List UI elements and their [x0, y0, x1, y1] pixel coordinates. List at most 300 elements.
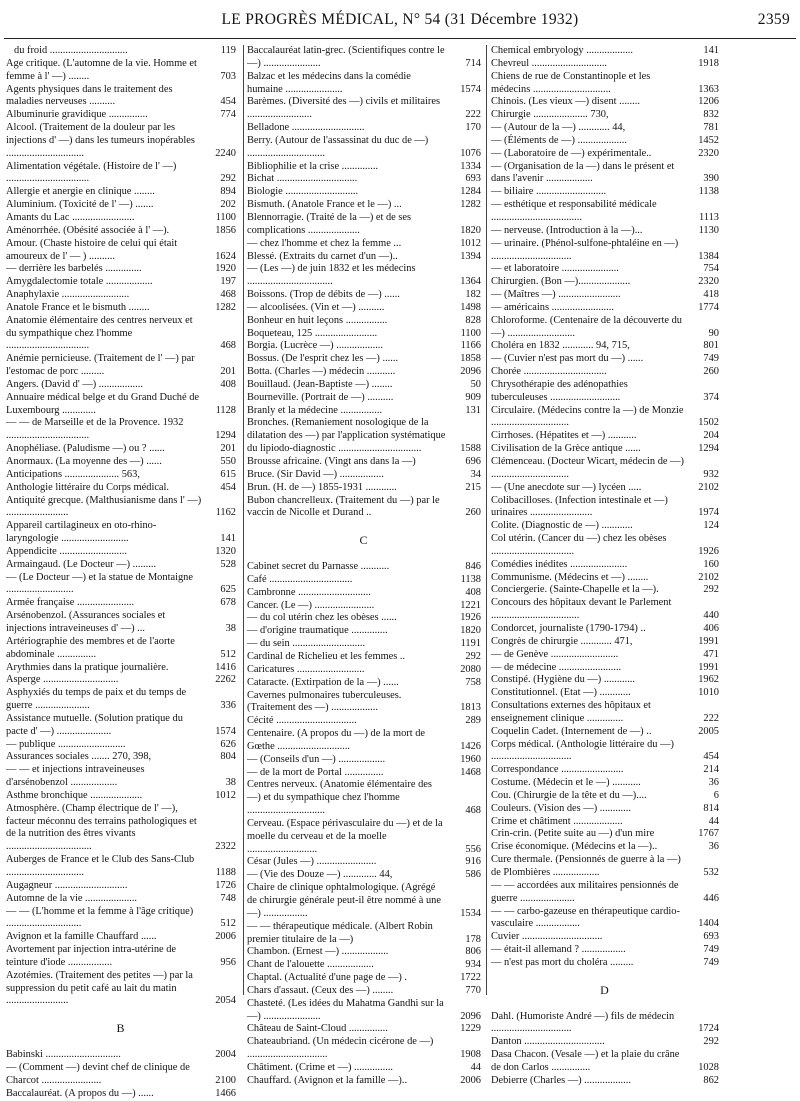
entry-term: Crime et châtiment ...................: [491, 815, 623, 827]
entry-term: Constipé. (Hygiène du —) ............: [491, 674, 636, 686]
entry-page-ref: 1394: [460, 250, 481, 262]
index-entry: [491, 584, 719, 597]
index-entry: [247, 972, 481, 985]
entry-term: Colite. (Diagnostic de —) ............: [491, 520, 633, 532]
index-entry: [491, 1036, 719, 1049]
index-entry: [491, 58, 719, 71]
entry-term: Babinski .............................: [6, 1049, 121, 1061]
entry-term: Conciergerie. (Sainte-Chapelle et la —).: [491, 584, 659, 596]
entry-page-ref: 44: [708, 815, 719, 827]
entry-term: Berry. (Autour de l'assassinat du duc de —) ..............................: [247, 134, 429, 159]
index-entry: [247, 135, 481, 161]
entry-page-ref: 90: [708, 327, 719, 339]
index-entry: [247, 161, 481, 174]
entry-page-ref: 1384: [698, 250, 719, 262]
entry-page-ref: 141: [220, 533, 236, 545]
entry-term: Dahl. (Humoriste André —) fils de médecin ...............................: [491, 1010, 675, 1035]
entry-term: Chorée ................................: [491, 366, 607, 378]
index-entry: [6, 186, 236, 199]
entry-page-ref: 703: [220, 70, 236, 82]
index-entry: [247, 495, 481, 521]
entry-page-ref: 774: [220, 109, 236, 121]
entry-page-ref: 1452: [698, 134, 719, 146]
entry-term: Crise économique. (Médecins et la —)..: [491, 841, 658, 853]
index-entry: [6, 944, 236, 970]
index-entry: [491, 777, 719, 790]
entry-page-ref: 1188: [215, 867, 236, 878]
entry-term: — — (L'homme et la femme à l'âge critique) .............................: [6, 905, 194, 930]
entry-term: Bonheur en huit leçons ................: [247, 314, 388, 326]
index-entry: [6, 1062, 236, 1088]
index-entry: [491, 45, 719, 58]
index-entry: [491, 430, 719, 443]
entry-term: Anaphylaxie ..........................: [6, 289, 130, 301]
index-entry: [247, 1023, 481, 1036]
index-entry: [6, 469, 236, 482]
index-entry: [6, 970, 236, 1009]
entry-term: — américains ........................: [491, 301, 614, 313]
index-entry: [491, 443, 719, 456]
entry-page-ref: 201: [220, 443, 236, 455]
entry-term: — publique ..........................: [6, 738, 126, 750]
entry-page-ref: 1534: [460, 907, 481, 919]
entry-page-ref: 141: [703, 45, 719, 56]
entry-term: Appareil cartilagineux en oto-rhino-laryngologie ..........................: [6, 520, 157, 545]
entry-page-ref: 201: [220, 366, 236, 378]
entry-term: Balzac et les médecins dans la comédie humaine ......................: [247, 70, 411, 95]
entry-page-ref: 1813: [460, 702, 481, 714]
entry-page-ref: 468: [465, 805, 481, 817]
entry-term: — — carbo-gazeuse en thérapeutique cardio-vasculaire .................: [491, 905, 680, 930]
entry-term: Caricatures ..........................: [247, 663, 365, 675]
entry-term: Chrysothérapie des adénopathies tuberculeuses ...........................: [491, 378, 628, 403]
entry-page-ref: 2322: [215, 841, 236, 853]
index-entry: [491, 238, 719, 264]
entry-page-ref: 894: [220, 186, 236, 198]
entry-page-ref: 124: [703, 520, 719, 532]
index-entry: [491, 790, 719, 803]
index-entry: [491, 649, 719, 662]
entry-page-ref: 1138: [460, 573, 481, 585]
entry-term: Bubon chancrelleux. (Traitement du —) par le vaccin de Nicolle et Durand ..: [247, 494, 440, 519]
entry-term: Châtiment. (Crime et —) ...............: [247, 1061, 394, 1073]
entry-term: Annuaire médical belge et du Grand Duché de Luxembourg .............: [6, 391, 200, 416]
entry-page-ref: 1856: [215, 224, 236, 236]
entry-term: Asphyxiés du temps de paix et du temps de guerre .....................: [6, 687, 187, 712]
entry-page-ref: 550: [220, 456, 236, 467]
index-entry: [6, 803, 236, 854]
index-entry: [247, 482, 481, 495]
entry-term: Antiquité grecque. (Malthusianisme dans l' —) ........................: [6, 494, 202, 519]
index-entry: [247, 405, 481, 418]
entry-page-ref: 1588: [460, 443, 481, 455]
entry-page-ref: 528: [220, 558, 236, 570]
entry-term: Crin-crin. (Petite suite au —) d'un mire: [491, 828, 655, 840]
entry-term: — urinaire. (Phénol-sulfone-phtaléine en —) ...............................: [491, 237, 679, 262]
entry-page-ref: 1076: [460, 147, 481, 159]
index-entry: [247, 340, 481, 353]
index-entry: [491, 340, 719, 353]
entry-page-ref: 909: [465, 391, 481, 403]
index-entry: [6, 58, 236, 84]
entry-page-ref: 1138: [698, 186, 719, 198]
entry-page-ref: 418: [703, 289, 719, 301]
entry-term: Anatomie élémentaire des centres nerveux et du sympathique chez l'homme ................................: [6, 314, 193, 352]
entry-term: Condorcet, journaliste (1790-1794) ..: [491, 622, 646, 634]
entry-term: — (Le Docteur —) et la statue de Montaigne ..........................: [6, 571, 193, 596]
index-entry: [491, 931, 719, 944]
index-entry: [6, 662, 236, 675]
entry-term: Chirurgien. (Bon —)....................: [491, 276, 631, 288]
index-entry: [6, 854, 236, 880]
index-entry: [247, 173, 481, 186]
entry-term: Col utérin. (Cancer du —) chez les obèses ................................: [491, 533, 667, 557]
index-entry: [491, 263, 719, 276]
index-entry: [491, 482, 719, 495]
entry-page-ref: 586: [465, 869, 481, 881]
index-entry: [6, 597, 236, 610]
index-entry: [247, 690, 481, 716]
entry-page-ref: 862: [703, 1074, 719, 1086]
index-entry: [247, 251, 481, 264]
entry-page-ref: 214: [703, 764, 719, 776]
entry-page-ref: 828: [465, 314, 481, 326]
entry-page-ref: 1012: [215, 789, 236, 801]
entry-term: Arythmies dans la pratique journalière.: [6, 661, 169, 673]
index-entry: [247, 715, 481, 728]
index-entry: [6, 1088, 236, 1101]
entry-page-ref: 1166: [460, 340, 481, 352]
index-entry: [491, 674, 719, 687]
entry-term: Avortement par injection intra-utérine de teinture d'iode .................: [6, 944, 177, 968]
entry-term: Chauffard. (Avignon et la famille —)..: [247, 1074, 408, 1086]
index-entry: [247, 612, 481, 625]
entry-page-ref: 1100: [215, 211, 236, 223]
entry-term: — du col utérin chez les obèses ......: [247, 612, 397, 624]
index-entry: [6, 880, 236, 893]
entry-page-ref: 2320: [698, 276, 719, 288]
index-entry: [491, 289, 719, 302]
entry-page-ref: 1284: [460, 186, 481, 198]
index-entry: [6, 392, 236, 418]
entry-term: Appendicite ..........................: [6, 545, 127, 557]
index-entry: [491, 944, 719, 957]
entry-term: — (Comment —) devint chef de clinique de Charcot .......................: [6, 1061, 190, 1086]
entry-term: — d'origine traumatique ..............: [247, 625, 388, 637]
entry-page-ref: 1722: [460, 972, 481, 984]
entry-page-ref: 222: [703, 712, 719, 724]
entry-term: — — de Marseille et de la Provence. 1932 ................................: [6, 417, 184, 442]
index-entry: [247, 869, 481, 882]
index-entry: [6, 443, 236, 456]
entry-page-ref: 38: [225, 622, 236, 634]
entry-term: Barèmes. (Diversité des —) civils et militaires .........................: [247, 96, 441, 121]
entry-term: Concours des hôpitaux devant le Parlement ..................................: [491, 597, 672, 622]
entry-term: — esthétique et responsabilité médicale ...................................: [491, 199, 657, 223]
entry-page-ref: 693: [703, 931, 719, 943]
entry-page-ref: 1918: [698, 57, 719, 69]
entry-page-ref: 197: [220, 276, 236, 288]
index-entry: [491, 122, 719, 135]
index-entry: [491, 96, 719, 109]
index-entry: [6, 302, 236, 315]
section-letter: C: [359, 533, 369, 548]
entry-term: Cambronne ............................: [247, 586, 371, 598]
entry-page-ref: 222: [465, 109, 481, 121]
entry-page-ref: 754: [703, 263, 719, 275]
index-entry: [491, 199, 719, 225]
index-entry: [6, 417, 236, 443]
entry-page-ref: 131: [465, 404, 481, 416]
index-entry: [6, 379, 236, 392]
entry-term: — biliaire ...........................: [491, 186, 607, 198]
entry-term: — alcoolisées. (Vin et —) ..........: [247, 301, 385, 313]
entry-term: Amygdalectomie totale ..................: [6, 276, 153, 288]
entry-term: Anémie pernicieuse. (Traitement de l' —) par l'estomac de porc .........: [6, 353, 195, 378]
index-entry: [6, 263, 236, 276]
entry-term: Chinois. (Les vieux —) disent ........: [491, 96, 640, 108]
entry-page-ref: 1820: [460, 224, 481, 236]
index-entry: [247, 754, 481, 767]
index-entry: [491, 225, 719, 238]
entry-term: — et laboratoire ......................: [491, 263, 619, 275]
entry-page-ref: 406: [703, 622, 719, 634]
entry-page-ref: 2262: [215, 674, 236, 686]
entry-term: Blennorragie. (Traité de la —) et de ses complications ....................: [247, 211, 412, 236]
entry-term: Correspondance ........................: [491, 764, 624, 776]
entry-page-ref: 1974: [698, 507, 719, 519]
index-column-2: [247, 45, 481, 1086]
entry-term: Armée française ......................: [6, 597, 135, 609]
entry-term: Cou. (Chirurgie de la tête et du —)....: [491, 789, 647, 801]
entry-page-ref: 1774: [698, 301, 719, 313]
index-entry: [491, 854, 719, 880]
entry-page-ref: 2096: [460, 366, 481, 378]
entry-term: — n'est pas mort du choléra .........: [491, 956, 634, 968]
entry-term: Avignon et la famille Chauffard ......: [6, 931, 157, 943]
index-entry: [491, 135, 719, 148]
index-entry: [247, 328, 481, 341]
entry-term: Bibliophilie et la crise ..............: [247, 160, 379, 172]
entry-page-ref: 1820: [460, 625, 481, 637]
entry-page-ref: 1498: [460, 301, 481, 313]
entry-term: Danton ...............................: [491, 1036, 605, 1048]
index-entry: [491, 803, 719, 816]
entry-term: Bruce. (Sir David —) .................: [247, 468, 384, 480]
index-entry: [491, 597, 719, 623]
entry-term: Branly et la médecine ................: [247, 404, 383, 416]
index-entry: [491, 816, 719, 829]
entry-term: — — et injections intraveineuses d'arsénobenzol ..................: [6, 764, 145, 789]
index-column-3: [491, 45, 719, 1086]
entry-term: Château de Saint-Cloud ...............: [247, 1023, 388, 1035]
entry-term: — (Laboratoire de —) expérimentale..: [491, 147, 652, 159]
entry-page-ref: 468: [220, 289, 236, 301]
entry-term: — derrière les barbelés ..............: [6, 263, 142, 275]
entry-page-ref: 471: [703, 648, 719, 660]
entry-term: Café ................................: [247, 573, 353, 585]
index-entry: [491, 1049, 719, 1075]
entry-term: Augagneur ............................: [6, 879, 128, 891]
entry-page-ref: 374: [703, 391, 719, 403]
index-entry: [247, 456, 481, 469]
entry-term: Anticipations ..................... 563,: [6, 468, 140, 480]
entry-term: Cirrhoses. (Hépatites et —) ...........: [491, 430, 637, 442]
index-entry: [491, 700, 719, 726]
entry-term: Albuminurie gravidique ...............: [6, 109, 148, 121]
index-entry: [491, 353, 719, 366]
entry-term: Chambon. (Ernest —) ..................: [247, 946, 389, 958]
entry-term: Anophéliase. (Paludisme —) ou ? ......: [6, 443, 165, 455]
entry-page-ref: 814: [703, 802, 719, 814]
index-entry: [6, 45, 236, 58]
entry-term: Atmosphère. (Champ électrique de l' —), facteur méconnu des terrains pathologiques et de la nutrition des êtres vivants .................................: [6, 802, 197, 853]
index-entry: [6, 1049, 236, 1062]
index-entry: [247, 122, 481, 135]
entry-page-ref: 1926: [460, 612, 481, 624]
entry-term: — (Organisation de la —) dans le présent et dans l'avenir ..................: [491, 160, 675, 185]
entry-term: Costume. (Médecin et le —) ...........: [491, 777, 641, 789]
index-entry: [491, 726, 719, 739]
index-entry: [6, 636, 236, 662]
entry-page-ref: 1767: [698, 828, 719, 840]
entry-term: Automne de la vie ....................: [6, 892, 138, 904]
index-entry: [247, 186, 481, 199]
index-entry: [247, 263, 481, 289]
entry-term: Chateaubriand. (Un médecin cicérone de —) ...............................: [247, 1036, 434, 1061]
entry-page-ref: 1920: [215, 263, 236, 275]
index-entry: [491, 405, 719, 431]
index-entry: [491, 148, 719, 161]
entry-term: Clémenceau. (Docteur Wicart, médecin de —) ..............................: [491, 456, 684, 480]
index-entry: [247, 366, 481, 379]
entry-page-ref: 1294: [215, 430, 236, 442]
entry-page-ref: 1426: [460, 740, 481, 752]
entry-page-ref: 2100: [215, 1074, 236, 1086]
entry-page-ref: 1726: [215, 879, 236, 891]
index-entry: [6, 495, 236, 521]
index-entry: [247, 600, 481, 613]
entry-page-ref: 749: [703, 956, 719, 968]
entry-page-ref: 804: [220, 751, 236, 763]
entry-page-ref: 1100: [460, 327, 481, 339]
index-entry: [247, 1075, 481, 1088]
entry-page-ref: 2005: [698, 725, 719, 737]
entry-term: Corps médical. (Anthologie littéraire du —) ...............................: [491, 738, 674, 763]
entry-page-ref: 1012: [460, 237, 481, 249]
entry-page-ref: 44: [470, 1061, 481, 1073]
entry-page-ref: 1320: [215, 545, 236, 557]
index-entry: [247, 1036, 481, 1062]
entry-page-ref: 801: [703, 340, 719, 352]
entry-term: Angers. (David d' —) .................: [6, 378, 143, 390]
entry-term: Cancer. (Le —) .......................: [247, 599, 375, 611]
entry-term: Baccalauréat latin-grec. (Scientifiques contre le —) ......................: [247, 45, 445, 69]
index-entry: [491, 1011, 719, 1037]
index-entry: [247, 677, 481, 690]
index-entry: [491, 456, 719, 482]
entry-term: Bismuth. (Anatole France et le —) ...: [247, 199, 402, 211]
index-entry: [6, 276, 236, 289]
entry-page-ref: 1128: [215, 404, 236, 416]
entry-term: Alcool. (Traitement de la douleur par les injections d' —) dans les tumeurs inopérables ..............................: [6, 122, 195, 159]
index-entry: [491, 366, 719, 379]
entry-term: — (Maîtres —) ........................: [491, 289, 621, 301]
entry-page-ref: 696: [465, 456, 481, 467]
entry-page-ref: 1574: [215, 725, 236, 737]
entry-term: Choléra en 1832 ............ 94, 715,: [491, 340, 630, 352]
journal-title: LE PROGRÈS MÉDICAL, N° 54 (31 Décembre 1932): [221, 11, 579, 28]
entry-page-ref: 36: [708, 777, 719, 789]
index-entry: [247, 728, 481, 754]
index-entry: [6, 520, 236, 546]
entry-page-ref: 956: [220, 956, 236, 968]
index-entry: [247, 818, 481, 857]
entry-page-ref: 1416: [215, 661, 236, 673]
index-entry: [6, 109, 236, 122]
entry-page-ref: 748: [220, 892, 236, 904]
entry-page-ref: 1206: [698, 96, 719, 108]
index-entry: [6, 893, 236, 906]
index-entry: [247, 238, 481, 251]
entry-page-ref: 160: [703, 558, 719, 570]
entry-page-ref: 2102: [698, 571, 719, 583]
index-entry: [247, 779, 481, 818]
entry-page-ref: 693: [465, 173, 481, 185]
index-entry: [491, 828, 719, 841]
entry-term: Age critique. (L'automne de la vie. Homme et femme à l' —) ........: [6, 57, 197, 82]
index-entry: [6, 931, 236, 944]
entry-page-ref: 202: [220, 199, 236, 211]
entry-page-ref: 932: [703, 468, 719, 480]
index-entry: [491, 1075, 719, 1088]
entry-page-ref: 292: [220, 173, 236, 185]
entry-page-ref: 781: [703, 122, 719, 134]
entry-term: Alimentation végétale. (Histoire de l' —) ................................: [6, 160, 177, 185]
entry-page-ref: 260: [703, 366, 719, 378]
entry-page-ref: 260: [465, 507, 481, 519]
index-entry: [247, 561, 481, 574]
entry-term: Artériographie des membres et de l'aorte abdominale ...............: [6, 635, 175, 660]
entry-term: Coquelin Cadet. (Internement de —) ..: [491, 725, 652, 737]
index-entry: [491, 636, 719, 649]
index-entry: [247, 664, 481, 677]
entry-term: Cataracte. (Extirpation de la —) ......: [247, 676, 399, 688]
entry-page-ref: 119: [220, 45, 236, 56]
entry-page-ref: 1191: [460, 638, 481, 650]
entry-page-ref: 532: [703, 867, 719, 878]
entry-term: — était-il allemand ? .................: [491, 944, 626, 956]
entry-page-ref: 292: [465, 650, 481, 662]
entry-page-ref: 2320: [698, 147, 719, 159]
entry-page-ref: 2102: [698, 481, 719, 493]
index-entry: [491, 559, 719, 572]
entry-term: Constitutionnel. (Etat —) ............: [491, 687, 631, 699]
entry-term: Belladone ............................: [247, 122, 365, 134]
entry-page-ref: 2080: [460, 663, 481, 675]
index-entry: [247, 417, 481, 456]
entry-term: Amants du Lac ........................: [6, 211, 135, 223]
index-entry: [491, 764, 719, 777]
header-rule: [4, 38, 796, 39]
entry-term: Chiens de rue de Constantinople et les médecins ..............................: [491, 70, 651, 95]
entry-term: Asperge .............................: [6, 674, 119, 686]
entry-term: — chez l'homme et chez la femme ...: [247, 237, 402, 249]
entry-term: Civilisation de la Grèce antique ......: [491, 443, 641, 455]
index-entry: [6, 161, 236, 187]
entry-term: Bossus. (De l'esprit chez les —) ......: [247, 353, 399, 365]
index-entry: [247, 353, 481, 366]
